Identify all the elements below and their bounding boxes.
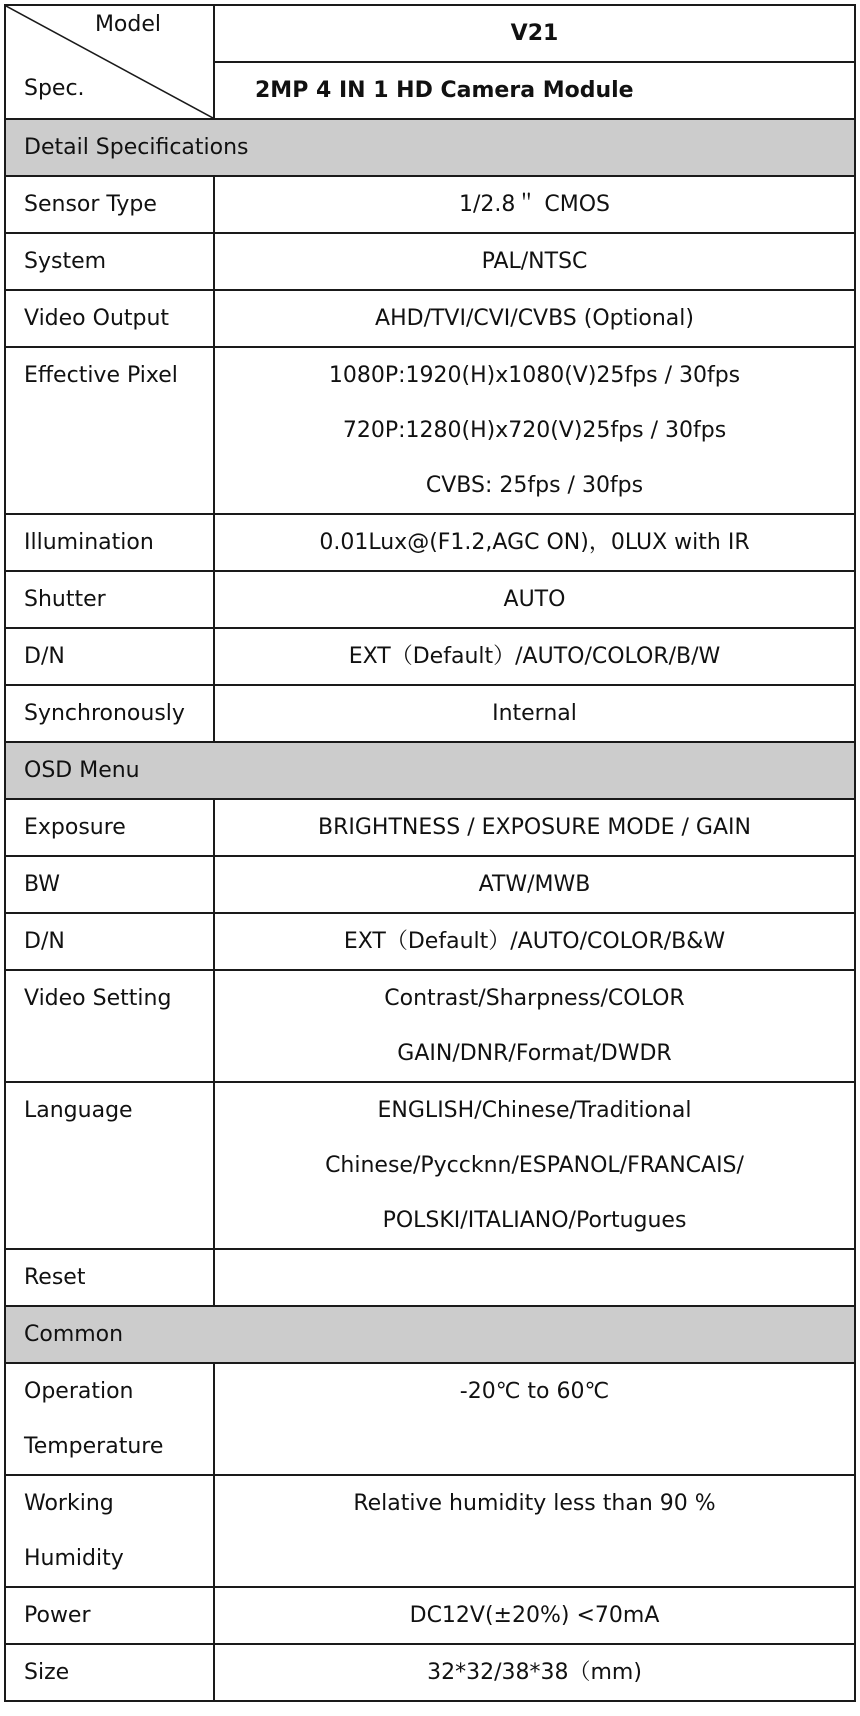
- table-row: [5, 970, 855, 1082]
- value-line: POLSKI/ITALIANO/Portugues: [382, 1208, 687, 1233]
- row-label: Illumination: [5, 514, 214, 571]
- row-label: [5, 1363, 214, 1475]
- row-label: Synchronously: [5, 685, 214, 742]
- row-value: ATW/MWB: [214, 856, 855, 913]
- row-label: Power: [5, 1587, 214, 1644]
- row-label: BW: [5, 856, 214, 913]
- row-label: Effective Pixel: [5, 347, 214, 514]
- row-value: 1/2.8＂ CMOS: [214, 176, 855, 233]
- value-line: CVBS: 25fps / 30fps: [425, 473, 644, 498]
- row-label: Reset: [5, 1249, 214, 1306]
- table-row: [5, 1587, 855, 1644]
- label-line: Operation: [24, 1379, 134, 1404]
- section-row: [5, 119, 855, 176]
- row-value: EXT（Default）/AUTO/COLOR/B&W: [214, 913, 855, 970]
- row-value: 32*32/38*38（mm): [214, 1644, 855, 1701]
- row-value: DC12V(±20%) <70mA: [214, 1587, 855, 1644]
- row-label: Language: [5, 1082, 214, 1249]
- row-value: -20℃ to 60℃: [214, 1363, 855, 1475]
- model-description: 2MP 4 IN 1 HD Camera Module: [214, 62, 855, 119]
- table-row: [5, 571, 855, 628]
- row-value: EXT（Default）/AUTO/COLOR/B/W: [214, 628, 855, 685]
- table-row: [5, 347, 855, 514]
- label-line: Working: [24, 1491, 114, 1516]
- table-row: [5, 233, 855, 290]
- value-line: ENGLISH/Chinese/Traditional: [377, 1098, 692, 1123]
- table-row: [5, 1644, 855, 1701]
- table-row: [5, 290, 855, 347]
- value-line: Contrast/Sharpness/COLOR: [384, 986, 685, 1011]
- row-label: D/N: [5, 913, 214, 970]
- table-row: [5, 514, 855, 571]
- section-common: Common: [5, 1306, 855, 1363]
- table-row: [5, 685, 855, 742]
- header-row-model: [5, 5, 855, 62]
- row-label: Sensor Type: [5, 176, 214, 233]
- spec-table: [4, 4, 856, 1702]
- value-line: GAIN/DNR/Format/DWDR: [397, 1041, 672, 1066]
- row-label: Size: [5, 1644, 214, 1701]
- row-value: [214, 1249, 855, 1306]
- spec-label: Spec.: [24, 76, 85, 101]
- section-osd-menu: OSD Menu: [5, 742, 855, 799]
- row-value: 0.01Lux@(F1.2,AGC ON)，0LUX with IR: [214, 514, 855, 571]
- table-row: [5, 628, 855, 685]
- row-value: Relative humidity less than 90 %: [214, 1475, 855, 1587]
- table-row: [5, 799, 855, 856]
- label-line: Temperature: [24, 1434, 164, 1459]
- row-value: PAL/NTSC: [214, 233, 855, 290]
- row-label: [5, 1475, 214, 1587]
- table-row: [5, 1475, 855, 1587]
- row-label: System: [5, 233, 214, 290]
- row-label: Video Setting: [5, 970, 214, 1082]
- section-detail-specifications: Detail Specifications: [5, 119, 855, 176]
- value-line: 720P:1280(H)x720(V)25fps / 30fps: [342, 418, 727, 443]
- section-row: [5, 742, 855, 799]
- row-value: Internal: [214, 685, 855, 742]
- model-value: V21: [214, 5, 855, 62]
- row-value: BRIGHTNESS / EXPOSURE MODE / GAIN: [214, 799, 855, 856]
- row-value: AHD/TVI/CVI/CVBS (Optional): [214, 290, 855, 347]
- table-row: [5, 1082, 855, 1249]
- row-value: AUTO: [214, 571, 855, 628]
- row-value: [214, 970, 855, 1082]
- row-value: [214, 347, 855, 514]
- row-label: Exposure: [5, 799, 214, 856]
- table-row: [5, 856, 855, 913]
- table-row: [5, 1249, 855, 1306]
- row-label: Shutter: [5, 571, 214, 628]
- table-row: [5, 913, 855, 970]
- row-value: [214, 1082, 855, 1249]
- table-row: [5, 1363, 855, 1475]
- value-line: Chinese/Pyccknn/ESPANOL/FRANCAIS/: [325, 1153, 744, 1178]
- row-label: D/N: [5, 628, 214, 685]
- section-row: [5, 1306, 855, 1363]
- value-line: 1080P:1920(H)x1080(V)25fps / 30fps: [328, 363, 741, 388]
- label-line: Humidity: [24, 1546, 124, 1571]
- model-label: Model: [94, 12, 161, 37]
- table-row: [5, 176, 855, 233]
- header-diagonal-cell: [5, 5, 214, 119]
- row-label: Video Output: [5, 290, 214, 347]
